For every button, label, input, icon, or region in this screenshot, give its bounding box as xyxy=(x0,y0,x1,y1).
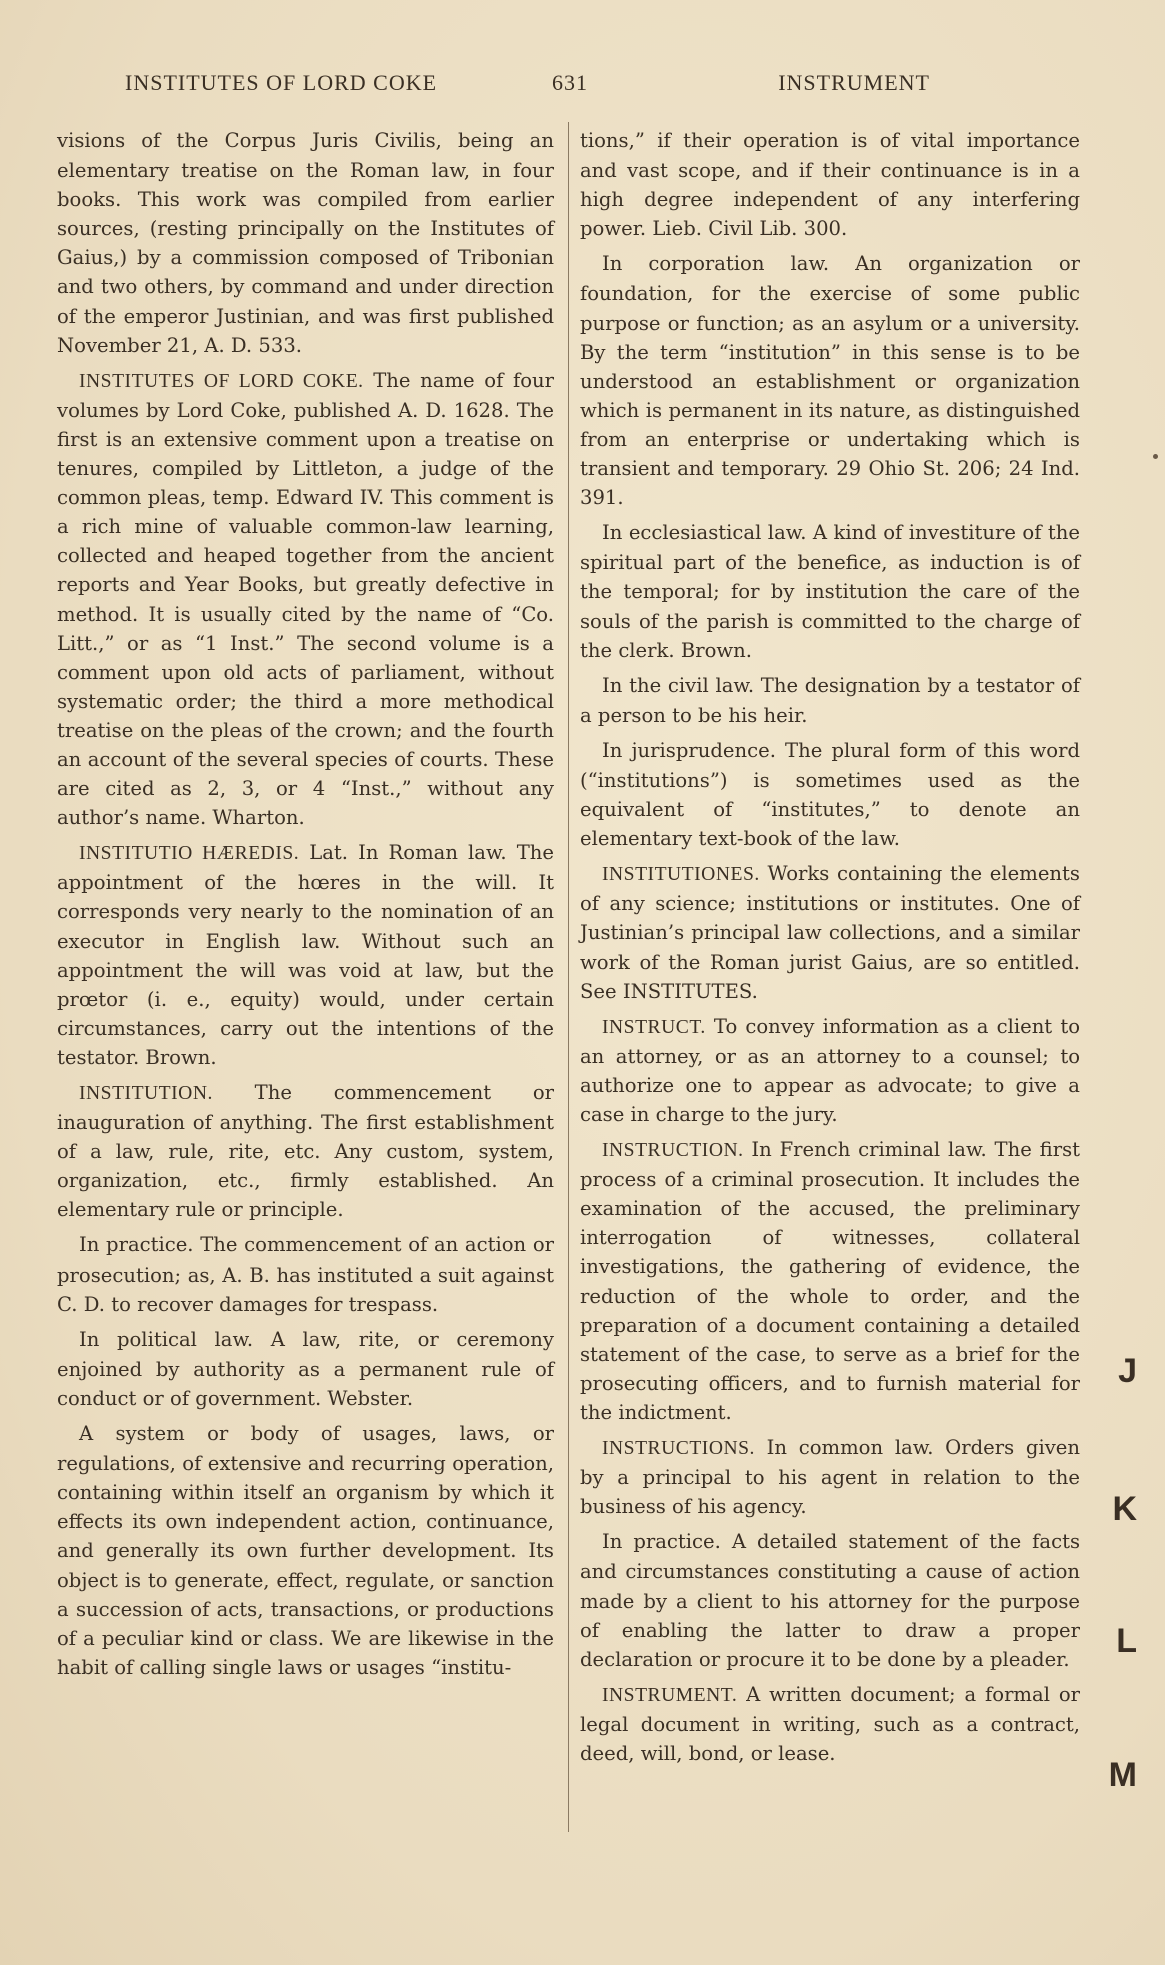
header-right-guide-word: INSTRUMENT xyxy=(778,70,930,95)
entry-paragraph xyxy=(57,366,554,833)
entry-text: In ecclesiastical law. A kind of investiture of the spiritual part of the benefice, as induction is of the temporal; for by institution the care of the souls of the parish is committed to the charge of the clerk. Brown. xyxy=(580,521,1080,662)
entry-paragraph xyxy=(580,249,1080,512)
thumb-index-letter: J xyxy=(1118,1352,1137,1390)
entry-text: In political law. A law, rite, or ceremony enjoined by authority as a permanent rule of conduct or of government. Webster. xyxy=(57,1327,554,1410)
entry-term: INSTITUTIONES. xyxy=(602,864,760,886)
entry-term: INSTRUCTIONS. xyxy=(602,1438,755,1460)
entry-term: INSTITUTES OF LORD COKE. xyxy=(79,370,364,392)
thumb-index-letter: K xyxy=(1112,1490,1137,1528)
entry-paragraph xyxy=(580,1527,1080,1673)
entry-paragraph xyxy=(57,1419,554,1682)
entry-text: Works containing the elements of any science; institutions or institutes. One of Justinian’s principal law collections, and a similar work of the Roman jurist Gaius, are so entitled. See INSTITUTES. xyxy=(580,862,1080,1003)
entry-text: To convey information as a client to an attorney, or as an attorney to a counsel; to authorize one to appear as advocate; to give a case in charge to the jury. xyxy=(580,1014,1080,1126)
thumb-index-letter: L xyxy=(1116,1622,1137,1660)
entry-text: In common law. Orders given by a principal to his agent in relation to the business of his agency. xyxy=(580,1436,1080,1519)
entry-text: A system or body of usages, laws, or regulations, of extensive and recurring operation, containing within itself an organism by which it effects its own independent action, continuance, and generally its own further development. Its object is to generate, effect, regulate, or sanction a succession of acts, transactions, or productions of a peculiar kind or class. We are likewise in the habit of calling single laws or usages “institu- xyxy=(57,1422,554,1679)
ink-spot xyxy=(1153,454,1158,459)
entry-paragraph xyxy=(580,736,1080,853)
thumb-index-letter: M xyxy=(1108,1756,1137,1794)
entry-text: A written document; a formal or legal document in writing, such as a contract, deed, will, bond, or lease. xyxy=(580,1682,1080,1765)
entry-paragraph xyxy=(580,1135,1080,1427)
entry-paragraph xyxy=(57,1078,554,1224)
entry-term: INSTITUTION. xyxy=(79,1083,213,1104)
entry-paragraph xyxy=(580,126,1080,243)
entry-text: In corporation law. An organization or foundation, for the exercise of some public purpose or function; as an asylum or a university. By the term “institution” in this sense is to be understood an establishment or organization which is permanent in its nature, as distinguished from an enterprise or undertaking which is transient and temporary. 29 Ohio St. 206; 24 Ind. 391. xyxy=(580,252,1080,510)
column-divider xyxy=(568,122,569,1832)
entry-paragraph xyxy=(57,838,554,1072)
entry-term: INSTRUMENT. xyxy=(602,1684,738,1706)
entry-text: In jurisprudence. The plural form of this word (“institutions”) is sometimes used as the equivalent of “institutes,” to denote an elementary text-book of the law. xyxy=(580,738,1080,851)
running-header xyxy=(120,70,930,104)
entry-paragraph xyxy=(57,1325,554,1413)
right-column xyxy=(580,126,1080,1774)
page-number: 631 xyxy=(552,70,588,95)
entry-paragraph xyxy=(57,1230,554,1318)
entry-text: In French criminal law. The first process of a criminal prosecution. It includes the examination of the accused, the preliminary interrogation of witnesses, collateral investigations, the gathering of evidence, the reduction of the whole to order, and the preparation of a document containing a detailed statement of the case, to serve as a brief for the prosecuting officers, and to furnish material for the indictment. xyxy=(580,1138,1080,1424)
header-left-guide-word: INSTITUTES OF LORD COKE xyxy=(125,70,438,95)
entry-paragraph xyxy=(580,671,1080,730)
entry-paragraph xyxy=(580,1680,1080,1768)
entry-text: Lat. In Roman law. The appointment of the hœres in the will. It corresponds very nearly to the nomination of an executor in English law. Without such an appointment the will was void at law, but the prœtor (i. e., equity) would, under certain circumstances, carry out the intentions of the testator. Brown. xyxy=(57,841,555,1069)
entry-paragraph xyxy=(580,1012,1080,1129)
entry-term: INSTITUTIO HÆREDIS. xyxy=(79,843,300,865)
entry-term: INSTRUCT. xyxy=(602,1016,706,1038)
left-column xyxy=(57,126,554,1688)
entry-text: visions of the Corpus Juris Civilis, being an elementary treatise on the Roman law, in four books. This work was compiled from earlier sources, (resting principally on the Institutes of Gaius,) by a commission composed of Tribonian and two others, by command and under direction of the emperor Justinian, and was first published November 21, A. D. 533. xyxy=(57,129,554,357)
entry-paragraph xyxy=(580,1433,1080,1521)
entry-paragraph xyxy=(580,518,1080,664)
entry-text: In the civil law. The designation by a testator of a person to be his heir. xyxy=(580,673,1080,727)
entry-text: The name of four volumes by Lord Coke, published A. D. 1628. The first is an extensive comment upon a treatise on tenures, compiled by Littleton, a judge of the common pleas, temp. Edward IV. This comment is a rich mine of valuable common-law learning, collected and heaped together from the ancient reports and Year Books, but greatly defective in method. It is usually cited by the name of “Co. Litt.,” or as “1 Inst.” The second volume is a comment upon old acts of parliament, without systematic order; the third a more methodical treatise on the pleas of the crown; and the fourth an account of the several species of courts. These are cited as 2, 3, or 4 “Inst.,” without any author’s name. Wharton. xyxy=(57,368,555,830)
entry-paragraph xyxy=(580,859,1080,1005)
entry-term: INSTRUCTION. xyxy=(602,1140,744,1162)
entry-text: In practice. A detailed statement of the facts and circumstances constituting a cause of action made by a client to his attorney for the purpose of enabling the latter to draw a proper declaration or procure it to be done by a pleader. xyxy=(580,1530,1080,1671)
entry-paragraph xyxy=(57,126,554,360)
entry-text: tions,” if their operation is of vital importance and vast scope, and if their continuance is in a high degree independent of any interfering power. Lieb. Civil Lib. 300. xyxy=(580,129,1080,241)
entry-text: In practice. The commencement of an action or prosecution; as, A. B. has instituted a suit against C. D. to recover damages for trespass. xyxy=(57,1233,554,1316)
entry-text: The commencement or inauguration of anything. The first establishment of a law, rule, rite, etc. Any custom, system, organization, etc., firmly established. An elementary rule or principle. xyxy=(57,1081,554,1222)
